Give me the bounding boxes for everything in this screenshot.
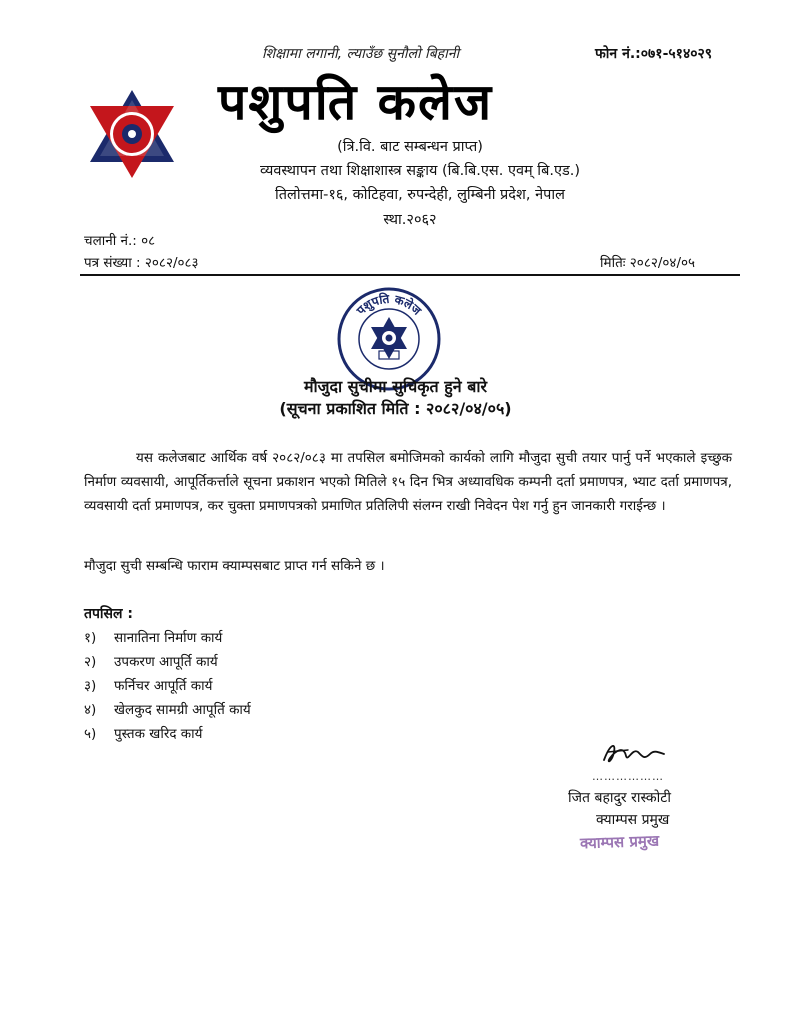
list-item-number: ५) — [84, 726, 97, 742]
list-item-number: ४) — [84, 702, 97, 718]
patra-sankhya: पत्र संख्या : २०८२/०८३ — [84, 255, 199, 271]
chalani-number: चलानी नं.: ०८ — [84, 233, 156, 249]
tapasil-heading: तपसिल : — [84, 606, 133, 622]
address-text: तिलोत्तमा-१६, कोटिहवा, रुपन्देही, लुम्बिनी प्रदेश, नेपाल — [275, 187, 565, 203]
letter-date: मितिः २०८२/०४/०५ — [600, 255, 696, 271]
phone-number: फोन नं.:०७१-५१४०२९ — [595, 46, 713, 62]
list-item-number: २) — [84, 654, 97, 670]
signature-line: ……………… — [592, 770, 664, 783]
list-item — [84, 724, 203, 742]
list-item-text: खेलकुद सामग्री आपूर्ति कार्य — [114, 702, 251, 718]
list-item-text: सानातिना निर्माण कार्य — [114, 630, 223, 646]
list-item — [84, 676, 212, 694]
list-item — [84, 628, 222, 646]
signatory-designation: क्याम्पस प्रमुख — [596, 812, 670, 828]
seal-ring-text: पशुपति कलेज — [353, 291, 425, 318]
list-item-number: ३) — [84, 678, 97, 694]
designation-stamp: क्याम्पस प्रमुख — [579, 831, 660, 853]
list-item — [84, 700, 251, 718]
list-item-text: उपकरण आपूर्ति कार्य — [114, 654, 218, 670]
notice-published-date: (सूचना प्रकाशित मिति : २०८२/०४/०५) — [279, 399, 512, 418]
college-name: पशुपति कलेज — [218, 73, 494, 131]
signatory-name: जित बहादुर रास्कोटी — [568, 790, 671, 806]
faculties-text: व्यवस्थापन तथा शिक्षाशास्त्र सङ्काय (बि.बि.एस. एवम् बि.एड.) — [259, 163, 580, 179]
notice-body: यस कलेजबाट आर्थिक वर्ष २०८२/०८३ मा तपसिल बमोजिमको कार्यको लागि मौजुदा सुची तयार पार्नु पर्ने भएकाले इच्छुक निर्माण व्यवसायी, आपूर्तिकर्त्ताले सूचना प्रकाशन भएको मितिले १५ दिन भित्र अध्यावधिक कम्पनी दर्ता प्रमाणपत्र, भ्याट दर्ता प्रमाणपत्र, व्यवसायी दर्ता प्रमाणपत्र, कर चुक्ता प्रमाणपत्रको प्रमाणित प्रतिलिपी संलग्न राखी निवेदन पेश गर्नु हुन जानकारी गराईन्छ । — [84, 450, 732, 514]
list-item-number: १) — [84, 630, 97, 646]
college-motto: शिक्षामा लगानी, ल्याउँछ सुनौलो बिहानी — [262, 46, 460, 62]
college-logo-icon — [84, 86, 180, 182]
list-item-text: पुस्तक खरिद कार्य — [114, 726, 203, 742]
header-divider — [80, 274, 740, 276]
established-text: स्था.२०६२ — [383, 212, 437, 228]
affiliation-text: (त्रि.वि. बाट सम्बन्धन प्राप्त) — [337, 139, 483, 155]
list-item-text: फर्निचर आपूर्ति कार्य — [114, 678, 213, 694]
form-note: मौजुदा सुची सम्बन्धि फाराम क्याम्पसबाट प्राप्त गर्न सकिने छ । — [84, 558, 385, 574]
list-item — [84, 652, 218, 670]
notice-title: मौजुदा सुचीमा सुचिकृत हुने बारे — [303, 377, 488, 396]
handwritten-signature-icon — [598, 738, 670, 772]
